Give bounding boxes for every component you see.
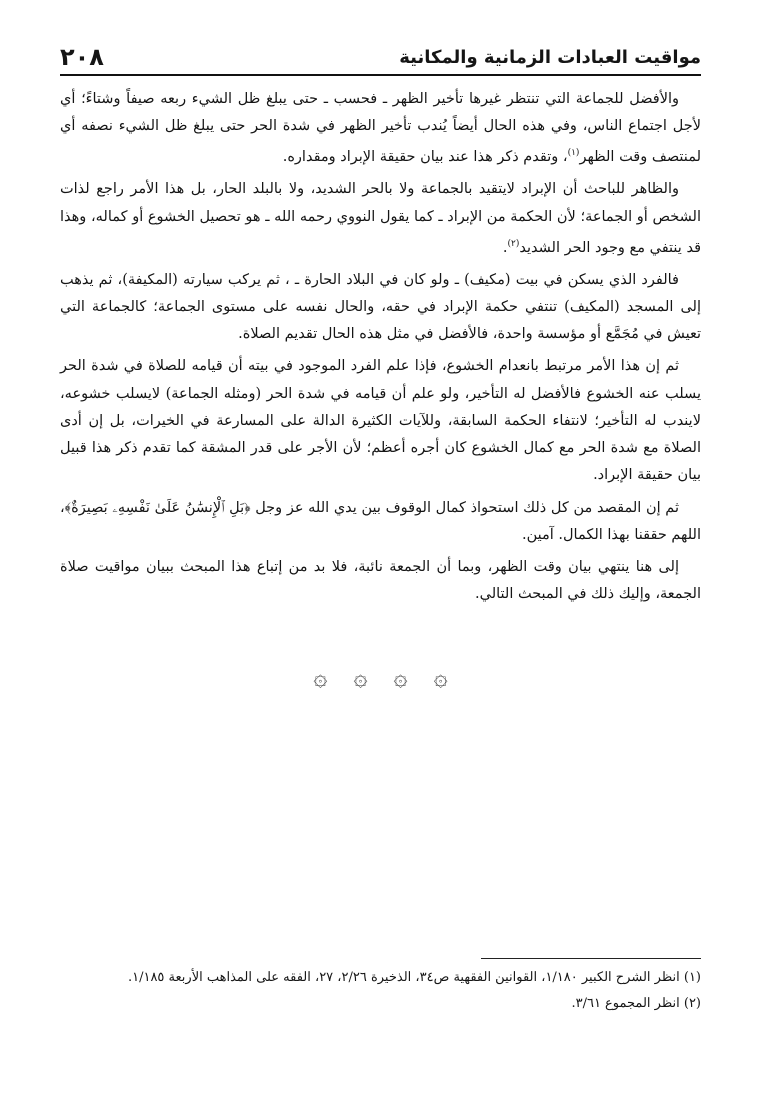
paragraph: ثم إن المقصد من كل ذلك استحواذ كمال الوقوف بين يدي الله عز وجل ﴿بَلِ ٱلْإِنسَٰنُ عَلَىٰ نَفْسِهِۦ بَصِيرَةٌ﴾، اللهم حققنا بهذا الكمال. آمين. [60, 499, 701, 543]
page-number: ٢٠٨ [60, 43, 104, 71]
page-header [60, 40, 701, 76]
ornament-icon: ۞ [433, 663, 448, 691]
footnote-ref[interactable]: (١) [567, 148, 580, 159]
footnote-separator [481, 958, 701, 959]
body-text [60, 86, 701, 613]
footnote: (٢) انظر المجموع ٣/٦١. [571, 996, 701, 1011]
paragraph: إلى هنا ينتهي بيان وقت الظهر، وبما أن الجمعة نائبة، فلا بد من إتباع هذا المبحث ببيان مواقيت صلاة الجمعة، وإليك ذلك في المبحث التالي. [60, 558, 701, 603]
paragraph: ثم إن هذا الأمر مرتبط بانعدام الخشوع، فإذا علم الفرد الموجود في بيته أن قيامه للصلاة في شدة الحر يسلب عنه الخشوع فالأفضل له التأخير، ولو علم أن قيامه في شدة الحر (ومثله الجماعة) لايسلب خشوعه، لايندب له التأخير؛ لانتفاء الحكمة السابقة، وللآيات الكثيرة الدالة على المسارعة في الخيرات، بل إن أدى الصلاة مع شدة الحر مع كمال الخشوع كان أجره أعظم؛ لأن الأجر على قدر المشقة كما تقدم ذكر هذا قبيل بيان حقيقة الإبراد. [60, 358, 701, 484]
ornament-icon: ۞ [313, 663, 328, 691]
footnote: (١) انظر الشرح الكبير ١/١٨٠، القوانين الفقهية ص٣٤، الذخيرة ٢/٢٦، ٢٧، الفقه على المذاهب الأربعة ١/١٨٥. [127, 970, 701, 985]
ornament-icon: ۞ [353, 663, 368, 691]
paragraph: والظاهر للباحث أن الإبراد لايتقيد بالجماعة ولا بالحر الشديد، ولا بالبلد الحار، بل هذا الأمر راجع لذات الشخص أو الجماعة؛ لأن الحكمة من الإبراد ـ كما يقول النووي رحمه الله ـ هو تحصيل الخشوع أو كماله، وهذا قد ينتفي مع وجود الحر الشديد$^{(٢)}$. [60, 181, 701, 256]
footnote-ref[interactable]: (٢) [507, 238, 520, 249]
ornament-icon: ۞ [393, 663, 408, 691]
section-divider [0, 665, 761, 689]
footnotes [60, 965, 701, 1017]
running-title: مواقيت العبادات الزمانية والمكانية [399, 46, 701, 68]
paragraph: والأفضل للجماعة التي تنتظر غيرها تأخير الظهر ـ فحسب ـ حتى يبلغ ظل الشيء ربعه صيفاً وشتاءً؛ أي لأجل اجتماع الناس، وفي هذه الحال أيضاً يُندب تأخير الظهر في شدة الحر حتى يبلغ ظل الشيء نصفه أي لمنتصف وقت الظهر$^{(١)}$، وتقدم ذكر هذا عند بيان حقيقة الإبراد ومقداره. [60, 91, 701, 166]
paragraph: فالفرد الذي يسكن في بيت (مكيف) ـ ولو كان في البلاد الحارة ـ ، ثم يركب سيارته (المكيفة)، ثم يذهب إلى المسجد (المكيف) تنتفي حكمة الإبراد في حقه، والحال نفسه على مستوى الجماعة؛ كالجماعة التي تعيش في مُجَمَّع أو مؤسسة واحدة، فالأفضل في مثل هذه الحال تقديم الصلاة. [60, 271, 701, 343]
